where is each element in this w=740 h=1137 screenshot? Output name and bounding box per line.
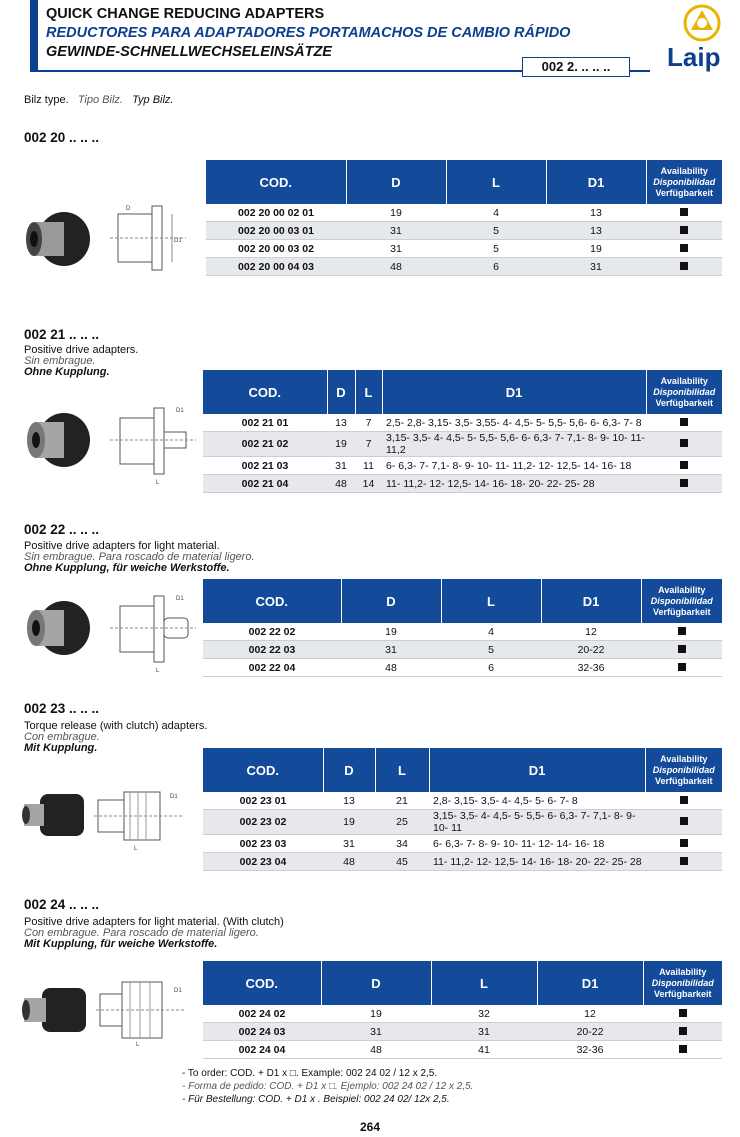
table-002-21 bbox=[203, 370, 722, 493]
col-d1: D1 bbox=[541, 579, 641, 623]
availability-de: Verfügbarkeit bbox=[655, 187, 714, 198]
cell-cod: 002 21 04 bbox=[203, 475, 327, 493]
availability-es: Disponibilidad bbox=[651, 977, 714, 988]
adapter-photo-icon bbox=[20, 790, 90, 840]
cell-d1: 2,8- 3,15- 3,5- 4- 4,5- 5- 6- 7- 8 bbox=[429, 792, 645, 810]
cell-d: 31 bbox=[321, 1023, 431, 1041]
cell-d1: 13 bbox=[546, 204, 646, 222]
cell-l: 41 bbox=[431, 1041, 537, 1059]
cell-availability bbox=[643, 1041, 722, 1059]
table-002-23 bbox=[203, 748, 722, 871]
table-row bbox=[203, 623, 722, 641]
cell-cod: 002 20 00 02 01 bbox=[206, 204, 346, 222]
table-header-row bbox=[206, 160, 722, 204]
cell-availability bbox=[646, 240, 722, 258]
cell-l: 34 bbox=[375, 835, 429, 853]
col-d: D bbox=[327, 370, 355, 414]
adapter-photo-icon bbox=[22, 208, 94, 270]
cell-d1: 2,5- 2,8- 3,15- 3,5- 3,55- 4- 4,5- 5- 5,5- 5,6- 6- 6,3- 7- 8 bbox=[382, 414, 646, 432]
cell-availability bbox=[646, 457, 722, 475]
section-code-002-21: 002 21 .. .. .. bbox=[24, 327, 100, 342]
available-square-icon bbox=[679, 1009, 687, 1017]
availability-es: Disponibilidad bbox=[652, 764, 715, 775]
availability-es: Disponibilidad bbox=[650, 595, 713, 606]
cell-d: 19 bbox=[341, 623, 441, 641]
cell-availability bbox=[646, 432, 722, 457]
order-note-de: - Für Bestellung: COD. + D1 x . Beispiel: 002 24 02/ 12x 2,5. bbox=[182, 1094, 450, 1105]
desc-de: Mit Kupplung, für weiche Werkstoffe. bbox=[24, 938, 218, 950]
cell-l: 5 bbox=[441, 641, 541, 659]
cell-d1: 12 bbox=[537, 1005, 643, 1023]
cell-d1: 20-22 bbox=[541, 641, 641, 659]
table-row bbox=[206, 240, 722, 258]
cell-d: 31 bbox=[327, 457, 355, 475]
cell-cod: 002 23 03 bbox=[203, 835, 323, 853]
cell-cod: 002 21 02 bbox=[203, 432, 327, 457]
col-d1: D1 bbox=[546, 160, 646, 204]
cell-cod: 002 24 04 bbox=[203, 1041, 321, 1059]
bilz-es: Tipo Bilz. bbox=[77, 94, 123, 106]
cell-d1: 32-36 bbox=[537, 1041, 643, 1059]
cell-l: 5 bbox=[446, 240, 546, 258]
available-square-icon bbox=[680, 479, 688, 487]
cell-d: 31 bbox=[341, 641, 441, 659]
cell-cod: 002 20 00 04 03 bbox=[206, 258, 346, 276]
cell-d: 19 bbox=[323, 810, 375, 835]
available-square-icon bbox=[678, 627, 686, 635]
desc-es: Sin embrague. Para roscado de material ligero. bbox=[24, 551, 255, 563]
cell-cod: 002 24 02 bbox=[203, 1005, 321, 1023]
svg-text:D1: D1 bbox=[174, 988, 182, 994]
table-row bbox=[203, 1023, 722, 1041]
cell-l: 7 bbox=[355, 414, 382, 432]
table-002-22 bbox=[203, 579, 722, 677]
cell-d1: 13 bbox=[546, 222, 646, 240]
cell-d1: 6- 6,3- 7- 7,1- 8- 9- 10- 11- 11,2- 12- 12,5- 14- 16- 18 bbox=[382, 457, 646, 475]
cell-d: 13 bbox=[327, 414, 355, 432]
cell-cod: 002 22 04 bbox=[203, 659, 341, 677]
table-header-row bbox=[203, 748, 722, 792]
cell-cod: 002 22 03 bbox=[203, 641, 341, 659]
cell-d1: 3,15- 3,5- 4- 4,5- 5- 5,5- 6- 6,3- 7- 7,1- 8- 9- 10- 11 bbox=[429, 810, 645, 835]
cell-availability bbox=[645, 810, 722, 835]
cell-d1: 11- 11,2- 12- 12,5- 14- 16- 18- 20- 22- 25- 28 bbox=[429, 853, 645, 871]
availability-de: Verfügbarkeit bbox=[652, 606, 711, 617]
desc-en: Positive drive adapters. bbox=[24, 344, 139, 356]
col-cod: COD. bbox=[206, 160, 346, 204]
available-square-icon bbox=[679, 1027, 687, 1035]
col-d1: D1 bbox=[382, 370, 646, 414]
bilz-de: Typ Bilz. bbox=[132, 94, 174, 106]
available-square-icon bbox=[680, 262, 688, 270]
col-availability bbox=[645, 748, 722, 792]
col-availability bbox=[646, 370, 722, 414]
table-row bbox=[203, 475, 722, 493]
title-de: GEWINDE-SCHNELLWECHSELEINSÄTZE bbox=[46, 44, 332, 60]
availability-de: Verfügbarkeit bbox=[654, 775, 713, 786]
cell-availability bbox=[645, 792, 722, 810]
col-l: L bbox=[355, 370, 382, 414]
col-availability bbox=[641, 579, 722, 623]
cell-d: 48 bbox=[327, 475, 355, 493]
order-note-en: - To order: COD. + D1 x □. Example: 002 24 02 / 12 x 2,5. bbox=[182, 1068, 438, 1079]
adapter-photo-icon bbox=[22, 598, 94, 658]
cell-availability bbox=[643, 1005, 722, 1023]
cell-cod: 002 23 01 bbox=[203, 792, 323, 810]
col-availability bbox=[646, 160, 722, 204]
table-row bbox=[203, 641, 722, 659]
available-square-icon bbox=[678, 645, 686, 653]
cell-d1: 6- 6,3- 7- 8- 9- 10- 11- 12- 14- 16- 18 bbox=[429, 835, 645, 853]
available-square-icon bbox=[679, 1045, 687, 1053]
available-square-icon bbox=[680, 244, 688, 252]
table-row bbox=[203, 432, 722, 457]
adapter-photo-icon bbox=[20, 984, 90, 1036]
desc-en: Positive drive adapters for light material. (With clutch) bbox=[24, 916, 284, 928]
cell-d1: 32-36 bbox=[541, 659, 641, 677]
bilz-en: Bilz type. bbox=[24, 94, 69, 106]
table-row bbox=[203, 792, 722, 810]
cell-availability bbox=[645, 835, 722, 853]
cell-l: 25 bbox=[375, 810, 429, 835]
col-d1: D1 bbox=[429, 748, 645, 792]
table-row bbox=[206, 204, 722, 222]
order-note-es: - Forma de pedido: COD. + D1 x □. Ejemplo: 002 24 02 / 12 x 2,5. bbox=[182, 1081, 474, 1092]
cell-d: 48 bbox=[346, 258, 446, 276]
cell-d: 19 bbox=[321, 1005, 431, 1023]
cell-cod: 002 22 02 bbox=[203, 623, 341, 641]
section-code-002-24: 002 24 .. .. .. bbox=[24, 897, 100, 912]
header-accent-bar bbox=[30, 0, 38, 72]
col-d: D bbox=[321, 961, 431, 1005]
desc-en: Positive drive adapters for light material. bbox=[24, 540, 220, 552]
order-note bbox=[182, 1067, 473, 1106]
section-description bbox=[24, 721, 207, 754]
cell-l: 4 bbox=[441, 623, 541, 641]
cell-cod: 002 20 00 03 01 bbox=[206, 222, 346, 240]
svg-text:L: L bbox=[136, 1042, 140, 1048]
technical-drawing-icon bbox=[106, 400, 202, 486]
col-d: D bbox=[346, 160, 446, 204]
table-row bbox=[203, 457, 722, 475]
cell-availability bbox=[641, 659, 722, 677]
svg-text:L: L bbox=[156, 668, 160, 674]
available-square-icon bbox=[680, 439, 688, 447]
cell-availability bbox=[646, 475, 722, 493]
cell-l: 6 bbox=[441, 659, 541, 677]
availability-en: Availability bbox=[660, 753, 708, 764]
table-row bbox=[206, 258, 722, 276]
availability-en: Availability bbox=[660, 165, 708, 176]
cell-availability bbox=[646, 414, 722, 432]
availability-es: Disponibilidad bbox=[653, 176, 716, 187]
technical-drawing-icon bbox=[106, 588, 202, 674]
table-002-24 bbox=[203, 961, 722, 1059]
col-availability bbox=[643, 961, 722, 1005]
cell-l: 11 bbox=[355, 457, 382, 475]
table-row bbox=[203, 1041, 722, 1059]
cell-cod: 002 23 02 bbox=[203, 810, 323, 835]
table-header-row bbox=[203, 579, 722, 623]
cell-d: 31 bbox=[346, 222, 446, 240]
col-d1: D1 bbox=[537, 961, 643, 1005]
table-row bbox=[203, 853, 722, 871]
table-row bbox=[203, 659, 722, 677]
cell-availability bbox=[645, 853, 722, 871]
col-d: D bbox=[341, 579, 441, 623]
section-description bbox=[24, 541, 255, 574]
cell-cod: 002 24 03 bbox=[203, 1023, 321, 1041]
availability-es: Disponibilidad bbox=[653, 386, 716, 397]
cell-d: 31 bbox=[346, 240, 446, 258]
logo-mark-icon bbox=[683, 4, 721, 42]
section-code-002-23: 002 23 .. .. .. bbox=[24, 701, 100, 716]
available-square-icon bbox=[680, 839, 688, 847]
svg-text:L: L bbox=[156, 480, 160, 486]
svg-text:D1: D1 bbox=[176, 408, 184, 414]
available-square-icon bbox=[680, 461, 688, 469]
table-row bbox=[203, 1005, 722, 1023]
cell-d: 48 bbox=[341, 659, 441, 677]
cell-l: 31 bbox=[431, 1023, 537, 1041]
cell-d: 19 bbox=[327, 432, 355, 457]
cell-cod: 002 23 04 bbox=[203, 853, 323, 871]
availability-en: Availability bbox=[660, 375, 708, 386]
bilz-type-line bbox=[24, 94, 173, 106]
title-en: QUICK CHANGE REDUCING ADAPTERS bbox=[46, 6, 325, 22]
svg-text:D1: D1 bbox=[170, 794, 178, 800]
section-code-002-20: 002 20 .. .. .. bbox=[24, 130, 100, 145]
availability-en: Availability bbox=[658, 584, 706, 595]
desc-de: Ohne Kupplung. bbox=[24, 366, 110, 378]
cell-availability bbox=[646, 204, 722, 222]
cell-l: 32 bbox=[431, 1005, 537, 1023]
technical-drawing-icon bbox=[94, 786, 194, 854]
cell-d1: 12 bbox=[541, 623, 641, 641]
desc-es: Con embrague. bbox=[24, 731, 100, 743]
adapter-photo-icon bbox=[22, 410, 94, 470]
cell-cod: 002 21 03 bbox=[203, 457, 327, 475]
page-number: 264 bbox=[359, 1120, 381, 1134]
table-002-20 bbox=[206, 160, 722, 276]
table-row bbox=[203, 414, 722, 432]
section-description bbox=[24, 917, 284, 950]
table-row bbox=[203, 835, 722, 853]
availability-en: Availability bbox=[659, 966, 707, 977]
cell-cod: 002 20 00 03 02 bbox=[206, 240, 346, 258]
col-d: D bbox=[323, 748, 375, 792]
col-l: L bbox=[431, 961, 537, 1005]
desc-en: Torque release (with clutch) adapters. bbox=[24, 720, 208, 732]
svg-text:D: D bbox=[126, 206, 131, 212]
cell-d: 19 bbox=[346, 204, 446, 222]
table-header-row bbox=[203, 370, 722, 414]
cell-l: 14 bbox=[355, 475, 382, 493]
col-cod: COD. bbox=[203, 370, 327, 414]
cell-d1: 20-22 bbox=[537, 1023, 643, 1041]
cell-l: 5 bbox=[446, 222, 546, 240]
col-l: L bbox=[441, 579, 541, 623]
cell-d1: 11- 11,2- 12- 12,5- 14- 16- 18- 20- 22- 25- 28 bbox=[382, 475, 646, 493]
col-l: L bbox=[446, 160, 546, 204]
available-square-icon bbox=[680, 418, 688, 426]
col-cod: COD. bbox=[203, 748, 323, 792]
cell-d: 48 bbox=[321, 1041, 431, 1059]
table-header-row bbox=[203, 961, 722, 1005]
availability-de: Verfügbarkeit bbox=[653, 988, 712, 999]
technical-drawing-icon bbox=[96, 976, 192, 1048]
technical-drawing-icon bbox=[106, 198, 196, 278]
cell-d1: 3,15- 3,5- 4- 4,5- 5- 5,5- 5,6- 6- 6,3- 7- 7,1- 8- 9- 10- 11- 11,2 bbox=[382, 432, 646, 457]
desc-es: Con embrague. Para roscado de material ligero. bbox=[24, 927, 259, 939]
cell-d: 31 bbox=[323, 835, 375, 853]
cell-l: 6 bbox=[446, 258, 546, 276]
cell-d: 48 bbox=[323, 853, 375, 871]
table-row bbox=[203, 810, 722, 835]
section-code-002-22: 002 22 .. .. .. bbox=[24, 522, 100, 537]
family-code-tab: 002 2. .. .. .. bbox=[522, 57, 630, 77]
cell-l: 21 bbox=[375, 792, 429, 810]
logo-text: Laip bbox=[667, 42, 721, 72]
cell-availability bbox=[641, 623, 722, 641]
cell-availability bbox=[643, 1023, 722, 1041]
available-square-icon bbox=[680, 857, 688, 865]
available-square-icon bbox=[680, 208, 688, 216]
available-square-icon bbox=[680, 817, 688, 825]
cell-l: 7 bbox=[355, 432, 382, 457]
svg-text:L: L bbox=[134, 846, 138, 852]
desc-es: Sin embrague. bbox=[24, 355, 96, 367]
col-cod: COD. bbox=[203, 961, 321, 1005]
desc-de: Mit Kupplung. bbox=[24, 742, 98, 754]
cell-d1: 31 bbox=[546, 258, 646, 276]
col-l: L bbox=[375, 748, 429, 792]
svg-text:D1: D1 bbox=[174, 238, 182, 244]
cell-availability bbox=[646, 258, 722, 276]
available-square-icon bbox=[678, 663, 686, 671]
section-description bbox=[24, 345, 138, 378]
cell-d1: 19 bbox=[546, 240, 646, 258]
available-square-icon bbox=[680, 226, 688, 234]
col-cod: COD. bbox=[203, 579, 341, 623]
cell-l: 4 bbox=[446, 204, 546, 222]
cell-cod: 002 21 01 bbox=[203, 414, 327, 432]
svg-text:D1: D1 bbox=[176, 596, 184, 602]
cell-availability bbox=[641, 641, 722, 659]
cell-l: 45 bbox=[375, 853, 429, 871]
cell-d: 13 bbox=[323, 792, 375, 810]
cell-availability bbox=[646, 222, 722, 240]
desc-de: Ohne Kupplung, für weiche Werkstoffe. bbox=[24, 562, 230, 574]
table-row bbox=[206, 222, 722, 240]
title-es: REDUCTORES PARA ADAPTADORES PORTAMACHOS DE CAMBIO RÁPIDO bbox=[46, 25, 571, 41]
available-square-icon bbox=[680, 796, 688, 804]
availability-de: Verfügbarkeit bbox=[655, 397, 714, 408]
